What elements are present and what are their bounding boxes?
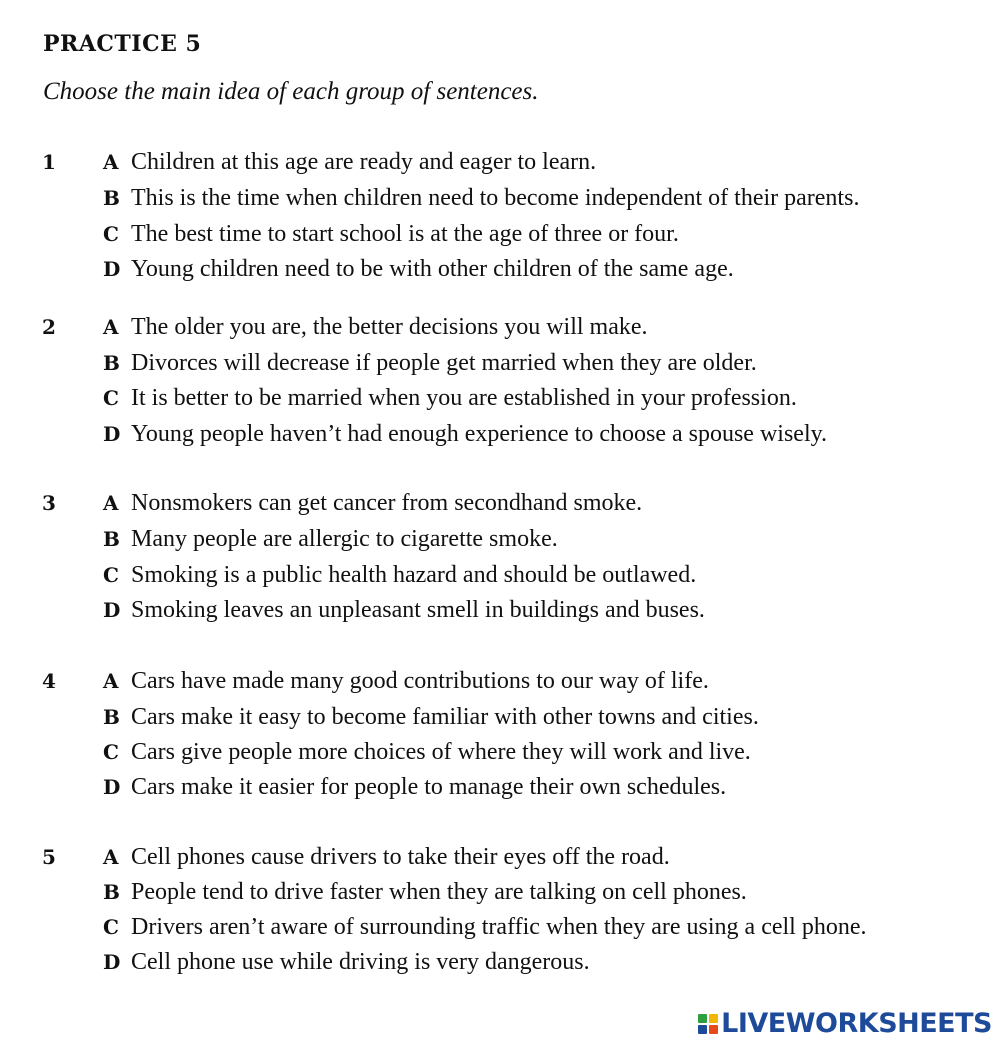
option-text: This is the time when children need to become independent of their parents.: [131, 185, 860, 211]
logo-mark-cell-blue: [698, 1025, 707, 1034]
option-5a: [103, 840, 670, 875]
page-title: PRACTICE 5: [43, 31, 202, 57]
option-1c: [103, 217, 679, 252]
option-letter: B: [103, 351, 120, 375]
option-text: Cell phone use while driving is very dangerous.: [131, 949, 590, 975]
option-text: The older you are, the better decisions you will make.: [131, 314, 648, 340]
option-2c: [103, 381, 797, 416]
logo-mark-cell-orange: [709, 1025, 718, 1034]
option-2b: [103, 346, 757, 381]
option-4c: [103, 735, 751, 770]
option-letter: C: [103, 222, 119, 246]
option-letter: B: [103, 527, 120, 551]
option-text: Children at this age are ready and eager to learn.: [131, 149, 597, 175]
option-letter: A: [103, 669, 119, 693]
option-1b: [103, 181, 859, 216]
option-5c: [103, 910, 867, 945]
option-text: People tend to drive faster when they are talking on cell phones.: [131, 879, 747, 905]
option-4a: [103, 664, 709, 699]
option-2a: [103, 310, 648, 345]
logo-mark-cell-green: [698, 1014, 707, 1023]
option-text: Nonsmokers can get cancer from secondhand smoke.: [131, 490, 643, 516]
option-5d: [103, 945, 590, 980]
question-number: 5: [42, 845, 56, 869]
option-text: Divorces will decrease if people get married when they are older.: [131, 350, 757, 376]
logo-mark-icon: [698, 1014, 718, 1034]
option-text: The best time to start school is at the age of three or four.: [131, 221, 679, 247]
option-letter: D: [103, 950, 121, 974]
option-3a: [103, 486, 642, 521]
option-1a: [103, 145, 596, 180]
option-letter: C: [103, 563, 119, 587]
option-letter: D: [103, 257, 121, 281]
option-text: Smoking leaves an unpleasant smell in buildings and buses.: [131, 597, 705, 623]
option-4d: [103, 770, 726, 805]
option-text: Young children need to be with other children of the same age.: [131, 256, 734, 282]
option-letter: D: [103, 598, 121, 622]
option-text: Cars make it easy to become familiar with other towns and cities.: [131, 704, 759, 730]
question-number: 3: [42, 491, 56, 515]
option-letter: B: [103, 705, 120, 729]
option-letter: A: [103, 315, 119, 339]
option-text: Many people are allergic to cigarette smoke.: [131, 526, 558, 552]
option-letter: C: [103, 740, 119, 764]
option-3d: [103, 593, 705, 628]
option-letter: A: [103, 845, 119, 869]
option-text: Young people haven’t had enough experience to choose a spouse wisely.: [131, 421, 828, 447]
option-3c: [103, 558, 696, 593]
option-letter: D: [103, 422, 121, 446]
option-letter: A: [103, 491, 119, 515]
option-letter: A: [103, 150, 119, 174]
option-letter: B: [103, 186, 120, 210]
question-number: 2: [42, 315, 56, 339]
option-text: Cars make it easier for people to manage their own schedules.: [131, 774, 727, 800]
question-number: 4: [42, 669, 56, 693]
option-2d: [103, 417, 827, 452]
option-text: Cell phones cause drivers to take their eyes off the road.: [131, 844, 670, 870]
option-text: Cars have made many good contributions to our way of life.: [131, 668, 709, 694]
option-3b: [103, 522, 558, 557]
option-text: Cars give people more choices of where they will work and live.: [131, 739, 751, 765]
question-number: 1: [42, 150, 56, 174]
option-letter: C: [103, 386, 119, 410]
option-text: Smoking is a public health hazard and should be outlawed.: [131, 562, 697, 588]
liveworksheets-logo: [698, 1008, 992, 1039]
option-text: Drivers aren’t aware of surrounding traffic when they are using a cell phone.: [131, 914, 867, 940]
option-letter: D: [103, 775, 121, 799]
logo-text: LIVEWORKSHEETS: [721, 1008, 992, 1039]
option-letter: B: [103, 880, 120, 904]
option-text: It is better to be married when you are established in your profession.: [131, 385, 797, 411]
logo-mark-cell-yellow: [709, 1014, 718, 1023]
option-1d: [103, 252, 734, 287]
option-letter: C: [103, 915, 119, 939]
option-4b: [103, 700, 759, 735]
instructions: Choose the main idea of each group of sentences.: [43, 78, 539, 105]
option-5b: [103, 875, 747, 910]
